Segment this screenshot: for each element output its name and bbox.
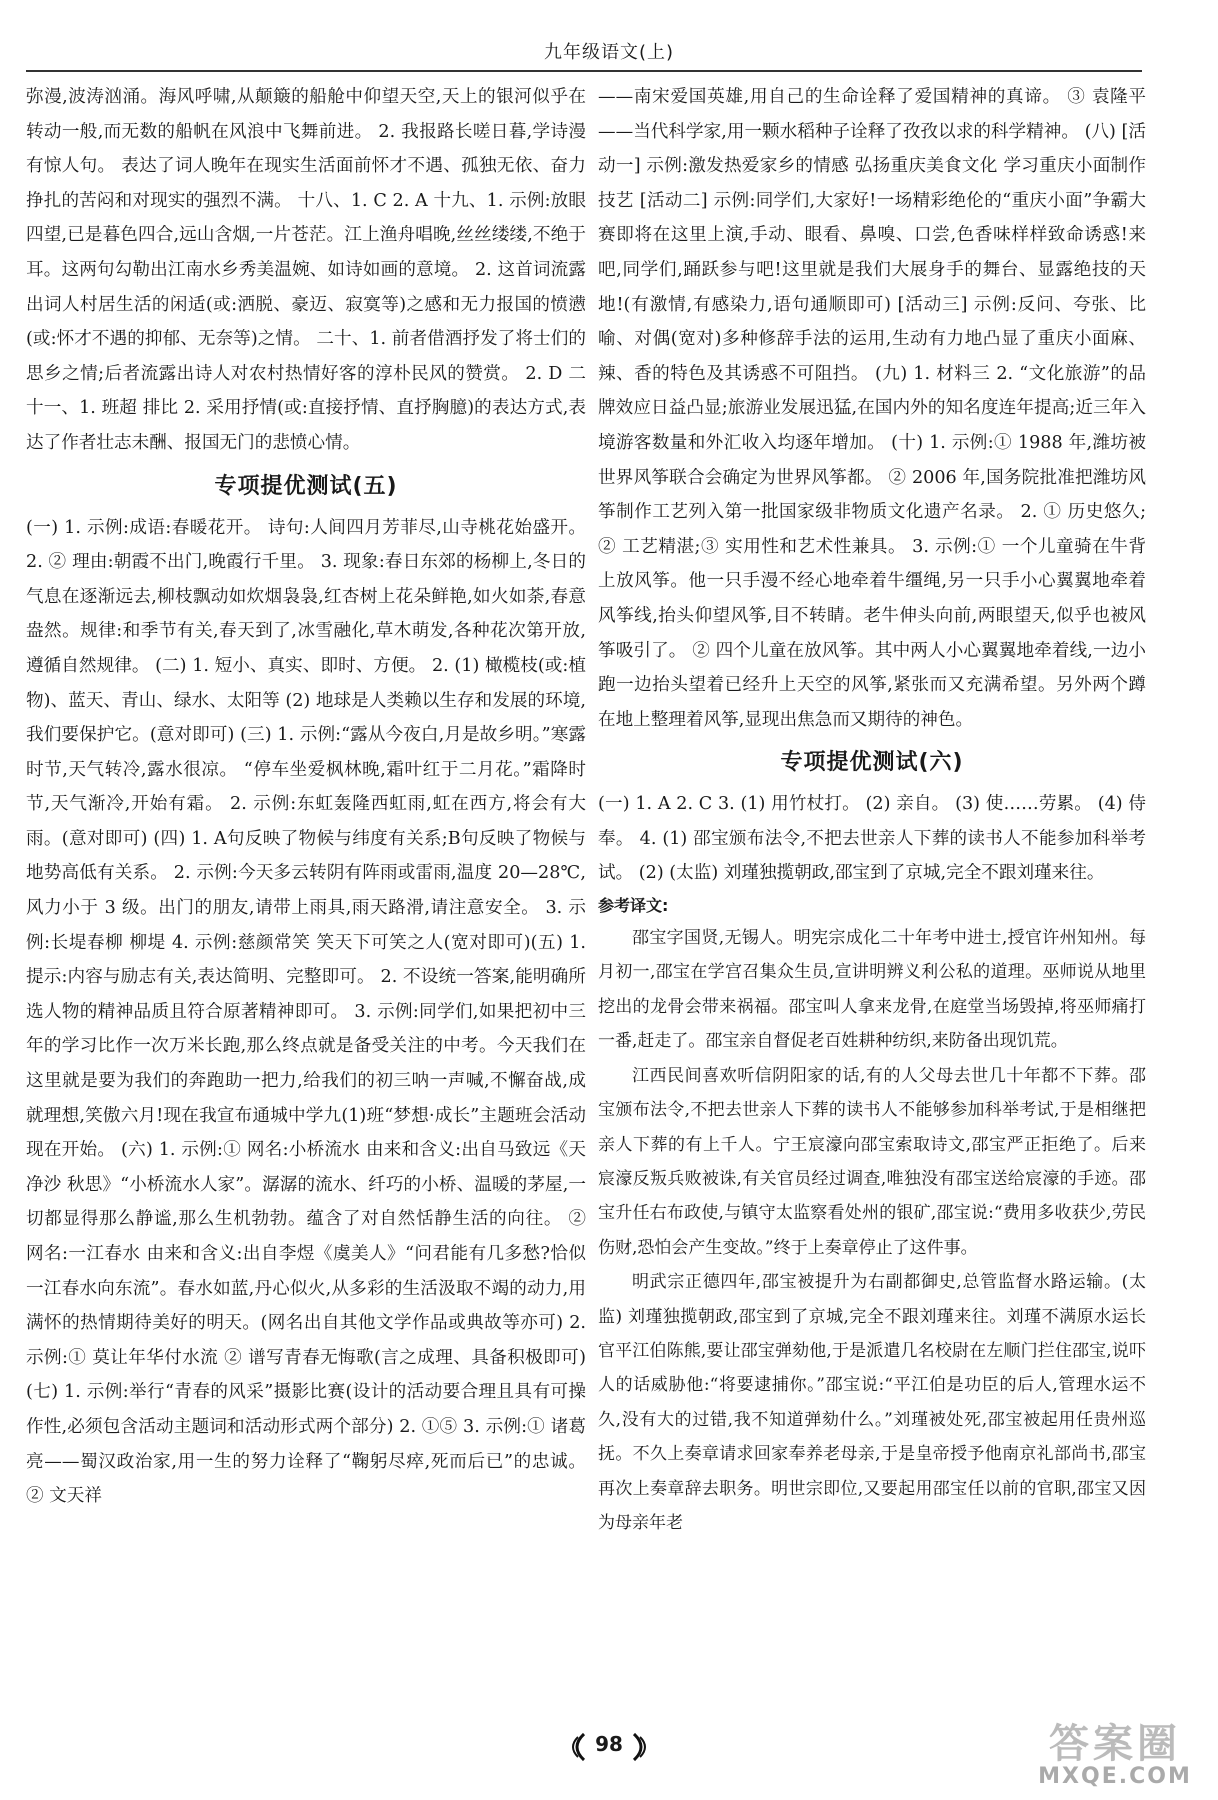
section-title-5: 专项提优测试(五) — [214, 473, 398, 499]
page-header: 九年级语文(上) — [543, 42, 675, 63]
watermark-logo — [1020, 1712, 1210, 1796]
reference-translation-title: 参考译文: — [598, 896, 669, 916]
page-number-text: 98 — [595, 1732, 623, 1756]
header-rule — [26, 70, 1142, 72]
right-column — [598, 80, 1146, 1720]
answer-paragraph: 弥漫,波涛汹涌。海风呼啸,从颠簸的船舱中仰望天空,天上的银河似乎在转动一般,而无数的船帆在风浪中飞舞前进。 2. 我报路长嗟日暮,学诗漫有惊人句。 表达了词人晚年在现实生活面前怀才不遇、孤独无依、奋力挣扎的苦闷和对现实的强烈不满。 十八、1. C 2. A 十九、1. 示例:放眼四望,已是暮色四合,远山含烟,一片苍茫。江上渔舟唱晚,丝丝缕缕,不绝于耳。这两句勾勒出江南水乡秀美温婉、如诗如画的意境。 2. 这首词流露出词人村居生活的闲适(或:洒脱、豪迈、寂寞等)之感和无力报国的愤懑(或:怀才不遇的抑郁、无奈等)之情。 二十、1. 前者借酒抒发了将士们的思乡之情;后者流露出诗人对农村热情好客的淳朴民风的赞赏。 2. D 二十一、1. 班超 排比 2. 采用抒情(或:直接抒情、直抒胸臆)的表达方式,表达了作者壮志未酬、报国无门的悲愤心情。 — [26, 87, 586, 453]
page-number — [566, 1728, 652, 1766]
section-title-6: 专项提优测试(六) — [780, 750, 964, 776]
answer-paragraph: (一) 1. 示例:成语:春暖花开。 诗句:人间四月芳菲尽,山寺桃花始盛开。 2. ② 理由:朝霞不出门,晚霞行千里。 3. 现象:春日东郊的杨柳上,冬日的气息在逐渐远去,柳枝飘动如炊烟袅袅,红杏树上花朵鲜艳,如火如荼,春意盎然。规律:和季节有关,春天到了,冰雪融化,草木萌发,各种花次第开放,遵循自然规律。 (二) 1. 短小、真实、即时、方便。 2. (1) 橄榄枝(或:植物)、蓝天、青山、绿水、太阳等 (2) 地球是人类赖以生存和发展的环境,我们要保护它。(意对即可) (三) 1. 示例:“露从今夜白,月是故乡明。”寒露时节,天气转冷,露水很凉。 “停车坐爱枫林晚,霜叶红于二月花。”霜降时节,天气渐冷,开始有霜。 2. 示例:东虹轰隆西虹雨,虹在西方,将会有大雨。(意对即可) (四) 1. A句反映了物候与纬度有关系;B句反映了物候与地势高低有关系。 2. 示例:今天多云转阴有阵雨或雷雨,温度 20—28℃,风力小于 3 级。出门的朋友,请带上雨具,雨天路滑,请注意安全。 3. 示例:长堤春柳 柳堤 4. 示例:慈颜常笑 笑天下可笑之人(宽对即可)(五) 1. 提示:内容与励志有关,表达简明、完整即可。 2. 不设统一答案,能明确所选人物的精神品质且符合原著精神即可。 3. 示例:同学们,如果把初中三年的学习比作一次万米长跑,那么终点就是备受关注的中考。今天我们在这里就是要为我们的奔跑助一把力,给我们的初三呐一声喊,不懈奋战,成就理想,笑傲六月!现在我宣布通城中学九(1)班“梦想·成长”主题班会活动现在开始。 (六) 1. 示例:① 网名:小桥流水 由来和含义:出自马致远《天净沙 秋思》“小桥流水人家”。潺潺的流水、纤巧的小桥、温暖的茅屋,一切都显得那么静谧,那么生机勃勃。蕴含了对自然恬静生活的向往。 ② 网名:一江春水 由来和含义:出自李煜《虞美人》“问君能有几多愁?恰似一江春水向东流”。春水如蓝,丹心似火,从多彩的生活汲取不竭的动力,用满怀的热情期待美好的明天。(网名出自其他文学作品或典故等亦可) 2. 示例:① 莫让年华付水流 ② 谱写青春无悔歌(言之成理、具备积极即可) (七) 1. 示例:举行“青春的风采”摄影比赛(设计的活动要合理且具有可操作性,必须包含活动主题词和活动形式两个部分) 2. ①⑤ 3. 示例:① 诸葛亮——蜀汉政治家,用一生的努力诠释了“鞠躬尽瘁,死而后已”的忠诚。 ② 文天祥 — [26, 517, 586, 1507]
translation-paragraph: 明武宗正德四年,邵宝被提升为右副都御史,总管监督水路运输。(太监) 刘瑾独揽朝政,邵宝到了京城,完全不跟刘瑾来往。刘瑾不满原水运长官平江伯陈熊,要让邵宝弹劾他,于是派遣几名校尉在左顺门拦住邵宝,说吓人的话威胁他:“将要逮捕你。”邵宝说:“平江伯是功臣的后人,管理水运不久,没有大的过错,我不知道弹劾什么。”刘瑾被处死,邵宝被起用任贵州巡抚。不久上奏章请求回家奉养老母亲,于是皇帝授予他南京礼部尚书,邵宝再次上奏章辞去职务。明世宗即位,又要起用邵宝任以前的官职,邵宝又因为母亲年老 — [598, 1272, 1146, 1533]
answer-paragraph: (一) 1. A 2. C 3. (1) 用竹杖打。 (2) 亲自。 (3) 使……劳累。 (4) 侍奉。 4. (1) 邵宝颁布法令,不把去世亲人下葬的读书人不能参加科举考试。 (2) (太监) 刘瑾独揽朝政,邵宝到了京城,完全不跟刘瑾来往。 — [598, 794, 1146, 884]
left-column — [26, 80, 586, 1720]
watermark-text: 答案圈 — [1049, 1721, 1181, 1767]
watermark-url: MXQE.COM — [1038, 1764, 1192, 1789]
translation-paragraph: 邵宝字国贤,无锡人。明宪宗成化二十年考中进士,授官许州知州。每月初一,邵宝在学宫召集众生员,宣讲明辨义利公私的道理。巫师说从地里挖出的龙骨会带来祸福。邵宝叫人拿来龙骨,在庭堂当场毁掉,将巫师痛打一番,赶走了。邵宝亲自督促老百姓耕种纺织,来防备出现饥荒。 — [598, 928, 1146, 1052]
answer-paragraph: ——南宋爱国英雄,用自己的生命诠释了爱国精神的真谛。 ③ 袁隆平——当代科学家,用一颗水稻种子诠释了孜孜以求的科学精神。 (八) [活动一] 示例:激发热爱家乡的情感 弘扬重庆美食文化 学习重庆小面制作技艺 [活动二] 示例:同学们,大家好!一场精彩绝伦的“重庆小面”争霸大赛即将在这里上演,手动、眼看、鼻嗅、口尝,色香味样样致命诱惑!来吧,同学们,踊跃参与吧!这里就是我们大展身手的舞台、显露绝技的天地!(有激情,有感染力,语句通顺即可) [活动三] 示例:反问、夸张、比喻、对偶(宽对)多种修辞手法的运用,生动有力地凸显了重庆小面麻、辣、香的特色及其诱惑不可阻挡。 (九) 1. 材料三 2. “文化旅游”的品牌效应日益凸显;旅游业发展迅猛,在国内外的知名度连年提高;近三年入境游客数量和外汇收入均逐年增加。 (十) 1. 示例:① 1988 年,潍坊被世界风筝联合会确定为世界风筝都。 ② 2006 年,国务院批准把潍坊风筝制作工艺列入第一批国家级非物质文化遗产名录。 2. ① 历史悠久;② 工艺精湛;③ 实用性和艺术性兼具。 3. 示例:① 一个儿童骑在牛背上放风筝。他一只手漫不经心地牵着牛缰绳,另一只手小心翼翼地牵着风筝线,抬头仰望风筝,目不转睛。老牛伸头向前,两眼望天,似乎也被风筝吸引了。 ② 四个儿童在放风筝。其中两人小心翼翼地牵着线,一边小跑一边抬头望着已经升上天空的风筝,紧张而又充满希望。另外两个蹲在地上整理着风筝,显现出焦急而又期待的神色。 — [598, 87, 1146, 730]
translation-paragraph: 江西民间喜欢听信阴阳家的话,有的人父母去世几十年都不下葬。邵宝颁布法令,不把去世亲人下葬的读书人不能够参加科举考试,于是相继把亲人下葬的有上千人。宁王宸濠向邵宝索取诗文,邵宝严正拒绝了。后来宸濠反叛兵败被诛,有关官员经过调查,唯独没有邵宝送给宸濠的手迹。邵宝升任右布政使,与镇守太监察看处州的银矿,邵宝说:“费用多收获少,劳民伤财,恐怕会产生变故。”终于上奏章停止了这件事。 — [598, 1065, 1146, 1258]
